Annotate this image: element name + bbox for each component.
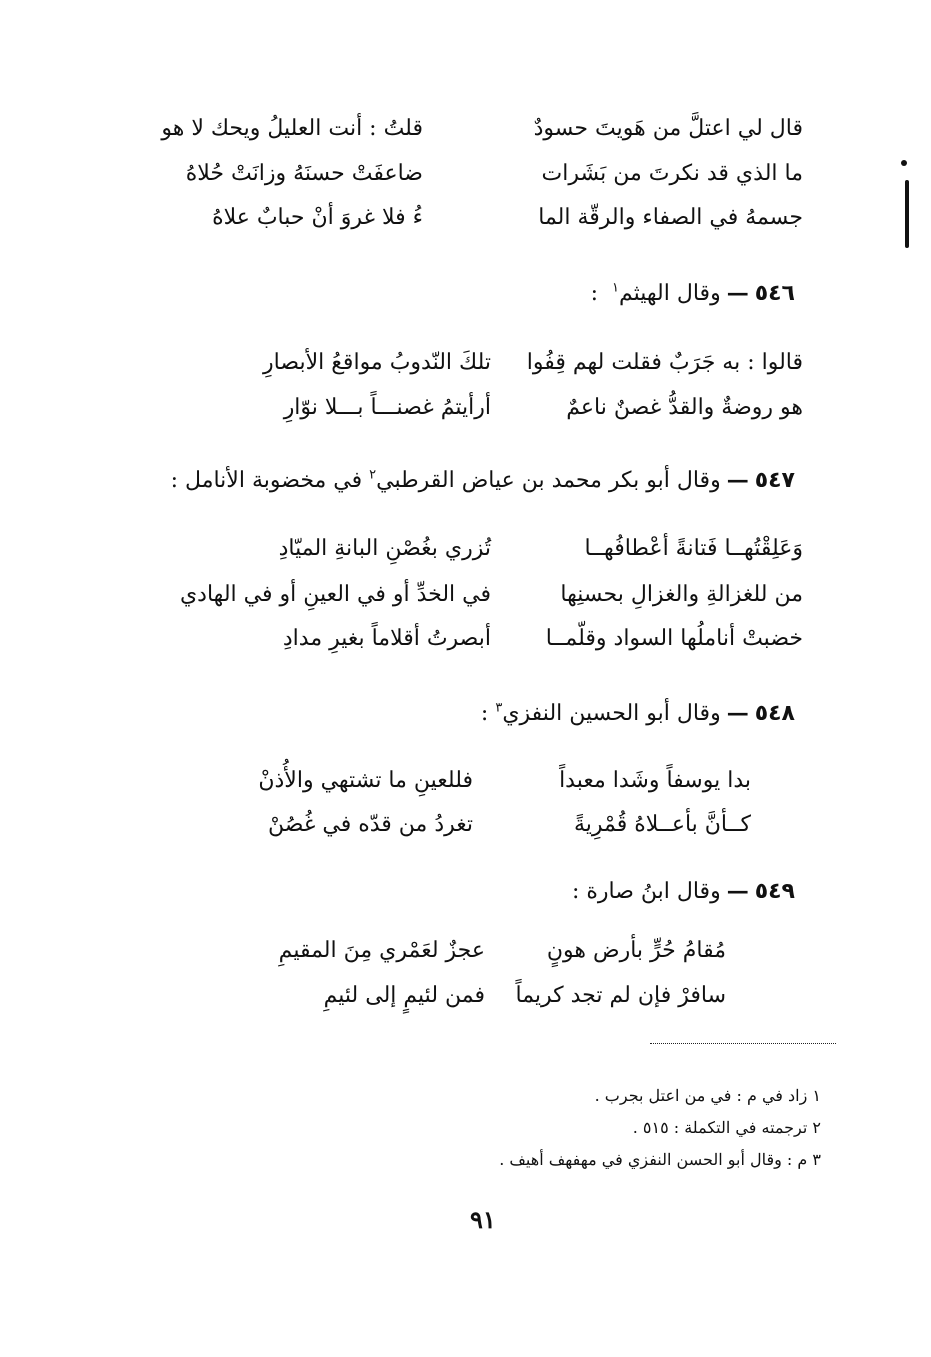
- section-heading-549: ٥٤٩—وقال ابنُ صارة :: [571, 878, 795, 904]
- section-heading-547: ٥٤٧—وقال أبو بكر محمد بن عياض القرطبي$^٢$ في مخضوبة الأنامل :: [170, 467, 795, 493]
- verse-left: تُزري بغُصْنِ البانةِ الميّادِ: [278, 536, 491, 561]
- footnote: ١ زاد في م : في من اعتل بجرب .: [594, 1086, 821, 1105]
- verse-left: عجزٌ لعَمْري مِنَ المقيمِ: [278, 938, 485, 963]
- section-number: ٥٤٩: [754, 879, 795, 904]
- section-title-continued: في مخضوبة الأنامل :: [170, 468, 363, 493]
- section-colon: :: [480, 701, 489, 726]
- section-title: وقال ابنُ صارة :: [571, 879, 721, 904]
- verse-left: فمن لئيمٍ إلى لئيمِ: [323, 983, 485, 1008]
- verse-right: وَعَلِقْتُهــا فَتانةً أعْطافُهــا: [584, 536, 803, 561]
- verse-right: بدا يوسفاً وشَدا معبداً: [559, 768, 751, 793]
- section-title: وقال أبو الحسين النفزي: [502, 701, 721, 726]
- footnote: ٢ ترجمته في التكملة : ٥١٥ .: [632, 1118, 821, 1137]
- verse-right: جسمهُ في الصفاء والرقّة الما: [538, 205, 803, 230]
- footnote-ref: ٢: [369, 467, 377, 483]
- verse-right: خضبتْ أناملُها السواد وقلّمــا: [545, 626, 803, 651]
- verse-left: تغردُ من قدّه في غُصُنْ: [268, 812, 473, 837]
- verse-right: قالوا : به جَرَبٌ فقلت لهم قِفُوا: [526, 350, 803, 375]
- section-colon: :: [590, 281, 599, 306]
- verse-left: فللعينِ ما تشتهي والأُذنْ: [258, 768, 473, 793]
- section-number: ٥٤٦: [754, 281, 795, 306]
- verse-left: أبصرتُ أقلاماً بغيرِ مدادِ: [282, 626, 491, 651]
- verse-right: مُقامُ حُرٍّ بأرض هونٍ: [546, 938, 726, 963]
- edge-mark: [905, 180, 909, 248]
- page-number: ٩١: [470, 1205, 496, 1234]
- verse-right: هو روضةٌ والقدُّ غصنٌ ناعمٌ: [566, 395, 803, 420]
- verse-right: قال لي اعتلَّ من هَويتَ حسودٌ: [533, 116, 803, 141]
- edge-mark: [901, 160, 907, 166]
- verse-right: ما الذي قد نكرتَ من بَشَرات: [541, 161, 803, 186]
- verse-left: في الخدِّ أو في العينِ أو في الهادي: [179, 582, 491, 607]
- section-title: وقال أبو بكر محمد بن عياض القرطبي: [376, 468, 721, 493]
- footnote-ref: ١: [612, 280, 619, 296]
- footnote: ٣ م : وقال أبو الحسن النفزي في مهفهف أهيف .: [499, 1150, 821, 1169]
- verse-left: تلكَ النّدوبُ مواقعُ الأبصارِ: [263, 350, 491, 375]
- section-heading-548: ٥٤٨—وقال أبو الحسين النفزي$^٣$ :: [480, 700, 795, 726]
- verse-left: أرأيتمُ غصنـــاً بـــلا نوّارِ: [283, 395, 491, 420]
- footnote-divider: [650, 1043, 836, 1044]
- verse-right: كــأنَّ بأعــلاهُ قُمْرِيةً: [574, 812, 751, 837]
- section-number: ٥٤٨: [754, 701, 795, 726]
- verse-right: من للغزالةِ والغزالِ بحسنِها: [560, 582, 803, 607]
- section-heading-546: ٥٤٦—وقال الهيثم$^١$ :: [590, 280, 795, 306]
- verse-left: ءُ فلا غروَ أنْ حبابٌ علاهُ: [212, 205, 423, 230]
- verse-right: سافرْ فإن لم تجد كريماً: [515, 983, 726, 1008]
- verse-left: قلتُ : أنت العليلُ ويحك لا هو: [161, 116, 423, 141]
- section-title: وقال الهيثم: [619, 281, 721, 306]
- verse-left: ضاعفَتْ حسنَهُ وزانَتْ حُلاهُ: [185, 161, 423, 186]
- section-number: ٥٤٧: [754, 468, 795, 493]
- footnote-ref: ٣: [495, 700, 503, 716]
